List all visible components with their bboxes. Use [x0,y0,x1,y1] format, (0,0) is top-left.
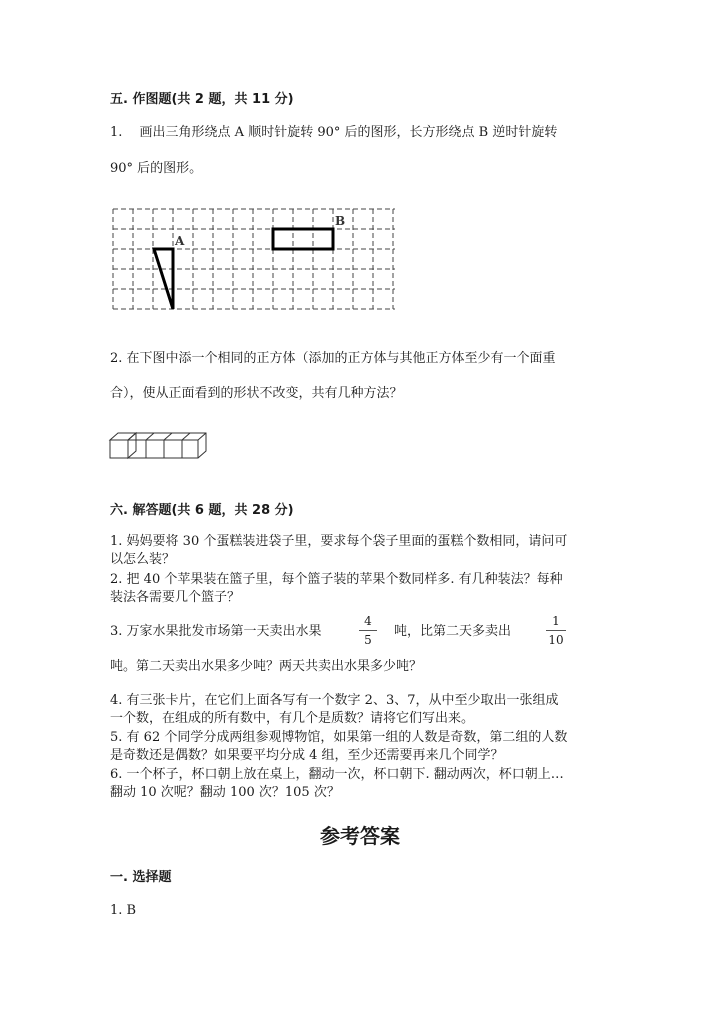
fraction-denominator: 10 [548,633,564,647]
triangle-shape [154,249,173,309]
fraction-one-tenth [544,614,568,647]
q6-6-line2: 翻动 10 次呢？翻动 100 次？105 次？ [110,785,340,800]
section6-title: 六. 解答题(共 6 题，共 28 分) [110,503,294,518]
answers-title: 参考答案 [320,824,400,848]
front-cube [110,440,128,458]
q5-1-line1: 1. 画出三角形绕点 A 顺时针旋转 90° 后的图形，长方形绕点 B 逆时针旋转 [110,125,558,140]
q5-1-line2: 90° 后的图形。 [110,161,203,176]
q6-4-line2: 一个数，在组成的所有数中，有几个是质数？请将它们写出来。 [110,711,475,726]
answers-section1-title: 一. 选择题 [110,870,172,885]
answer-1: 1. B [110,903,137,918]
q6-4-line1: 4. 有三张卡片，在它们上面各写有一个数字 2、3、7，从中至少取出一张组成 [110,693,559,708]
rotation-grid-figure [108,202,408,314]
fraction-numerator: 1 [552,614,560,628]
section5-title: 五. 作图题(共 2 题，共 11 分) [110,92,294,107]
point-a-label: A [175,234,185,248]
fraction-numerator: 4 [364,614,372,628]
q6-3-line2: 吨。第二天卖出水果多少吨？两天共卖出水果多少吨？ [110,659,423,674]
q6-1-line1: 1. 妈妈要将 30 个蛋糕装进袋子里，要求每个袋子里面的蛋糕个数相同，请问可 [110,534,568,549]
front-cube-side [128,433,136,458]
q6-5-line2: 是奇数还是偶数？如果要平均分成 4 组，至少还需要再来几个同学？ [110,748,504,763]
q6-5-line1: 5. 有 62 个同学分成两组参观博物馆，如果第一组的人数是奇数，第二组的人数 [110,730,568,745]
q6-2-line2: 装法各需要几个篮子？ [110,590,241,605]
fraction-four-fifths [357,614,379,647]
q5-2-line2: 合），使从正面看到的形状不改变，共有几种方法？ [110,386,403,401]
q6-6-line1: 6. 一个杯子，杯口朝上放在桌上，翻动一次，杯口朝下. 翻动两次，杯口朝上… [110,767,564,782]
q6-3-part1: 3. 万家水果批发市场第一天卖出水果 [110,624,322,639]
cubes-figure [108,428,212,464]
point-b-label: B [335,214,346,228]
q5-2-line1: 2. 在下图中添一个相同的正方体（添加的正方体与其他正方体至少有一个面重 [110,351,556,366]
q6-3-part2: 吨，比第二天多卖出 [394,624,512,639]
rectangle-shape [273,229,333,249]
q6-2-line1: 2. 把 40 个苹果装在篮子里，每个篮子装的苹果个数同样多. 有几种装法？每种 [110,572,563,587]
q6-1-line2: 以怎么装？ [110,552,176,567]
dashed-grid [113,209,395,309]
fraction-denominator: 5 [364,633,372,647]
